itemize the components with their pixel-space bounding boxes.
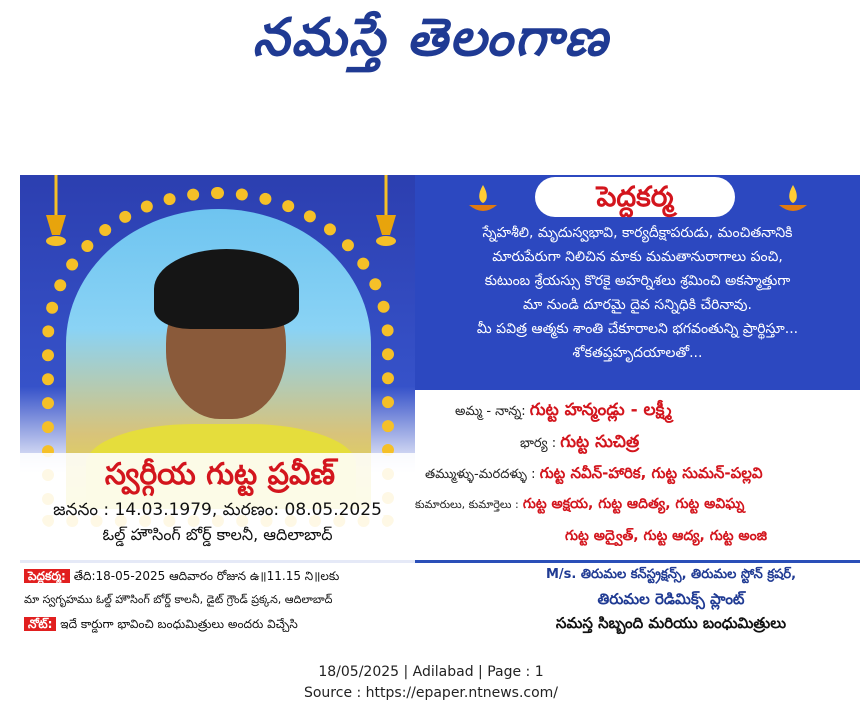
message-line: స్నేహశీలి, మృదుస్వభావి, కార్యదీక్షాపరుడు, మంచితనానికి — [482, 225, 793, 241]
family-siblings: తమ్ముళ్ళు-మరదళ్ళు : గుట్ట నవీన్-హారిక, గుట్ట సుమన్-పల్లవి — [425, 464, 763, 482]
deceased-name: స్వర్గీయ గుట్ట ప్రవీణ్ — [104, 457, 336, 492]
sponsor-line: తిరుమల రెడిమిక్స్ ప్లాంట్ — [597, 590, 745, 608]
condolence-message — [425, 221, 850, 365]
footer-source: Source : https://epaper.ntnews.com/ — [303, 685, 559, 701]
sponsor-line: సమస్త సిబ్బంది మరియు బంధుమిత్రులు — [555, 614, 787, 632]
message-line: మా నుండి దూరమై దైవ సన్నిధికి చేరినావు. — [523, 297, 752, 313]
page-footer — [0, 662, 862, 704]
birth-death-dates: జననం : 14.03.1979, మరణం: 08.05.2025 — [53, 500, 382, 520]
family-list — [415, 390, 860, 560]
family-children-2: గుట్ట అద్వైత్, గుట్ట ఆద్య, గుట్ట అంజి — [565, 528, 767, 544]
sponsor-block — [482, 563, 860, 643]
ceremony-note: నోట్: ఇదే కార్డుగా భావించి బంధుమిత్రులు అందరు విచ్చేసి — [20, 613, 486, 635]
message-panel — [415, 175, 860, 390]
sponsor-line: M/s. తిరుమల కన్‌స్ట్రక్షన్స్, తిరుమల స్టోన్ క్రషర్, — [545, 567, 797, 582]
obituary-ad — [20, 175, 860, 643]
family-wife: భార్య : గుట్ట సుచిత్ర — [520, 432, 640, 452]
diya-lamp-icon — [465, 183, 501, 219]
newspaper-title: నమస్తే తెలంగాణ — [252, 8, 610, 68]
hanging-lamp-icon — [42, 175, 70, 255]
message-line: మారుపేరుగా నిలిచిన మాకు మమతానురాగాలు పంచి, — [492, 249, 783, 265]
message-line: మీ పవిత్ర ఆత్మకు శాంతి చేకూరాలని భగవంతున్ని ప్రార్థిస్తూ... — [476, 321, 799, 337]
portrait-panel — [20, 175, 415, 560]
hanging-lamp-icon — [372, 175, 400, 255]
family-children: కుమారులు, కుమార్తెలు : గుట్ట అక్షయ, గుట్ట ఆదిత్య, గుట్ట అవిఘ్న — [415, 496, 745, 512]
ceremony-date: పెద్దకర్మ: తేది:18-05-2025 ఆదివారం రోజున ఉ॥11.15 ని॥లకు — [20, 565, 486, 587]
ceremony-details — [20, 563, 482, 643]
ceremony-venue: మా స్వగృహము ఓల్డ్ హౌసింగ్ బోర్డ్ కాలనీ, డైట్ గ్రౌండ్ ప్రక్కన, ఆదిలాబాద్ — [24, 593, 333, 606]
footer-date-edition: 18/05/2025 | Adilabad | Page : 1 — [318, 664, 544, 680]
ad-heading: పెద్దకర్మ — [535, 177, 735, 217]
message-line: కుటుంబ శ్రేయస్సు కొరకై అహర్నిశలు శ్రమించి అకస్మాత్తుగా — [484, 273, 791, 289]
address: ఓల్డ్ హౌసింగ్ బోర్డ్ కాలనీ, ఆదిలాబాద్ — [102, 525, 333, 544]
message-line: శోకతప్తహృదయాలతో... — [572, 345, 703, 361]
diya-lamp-icon — [775, 183, 811, 219]
masthead — [0, 0, 862, 90]
family-parents: అమ్మ - నాన్న: గుట్ట హన్మండ్లు - లక్ష్మీ — [455, 400, 672, 420]
